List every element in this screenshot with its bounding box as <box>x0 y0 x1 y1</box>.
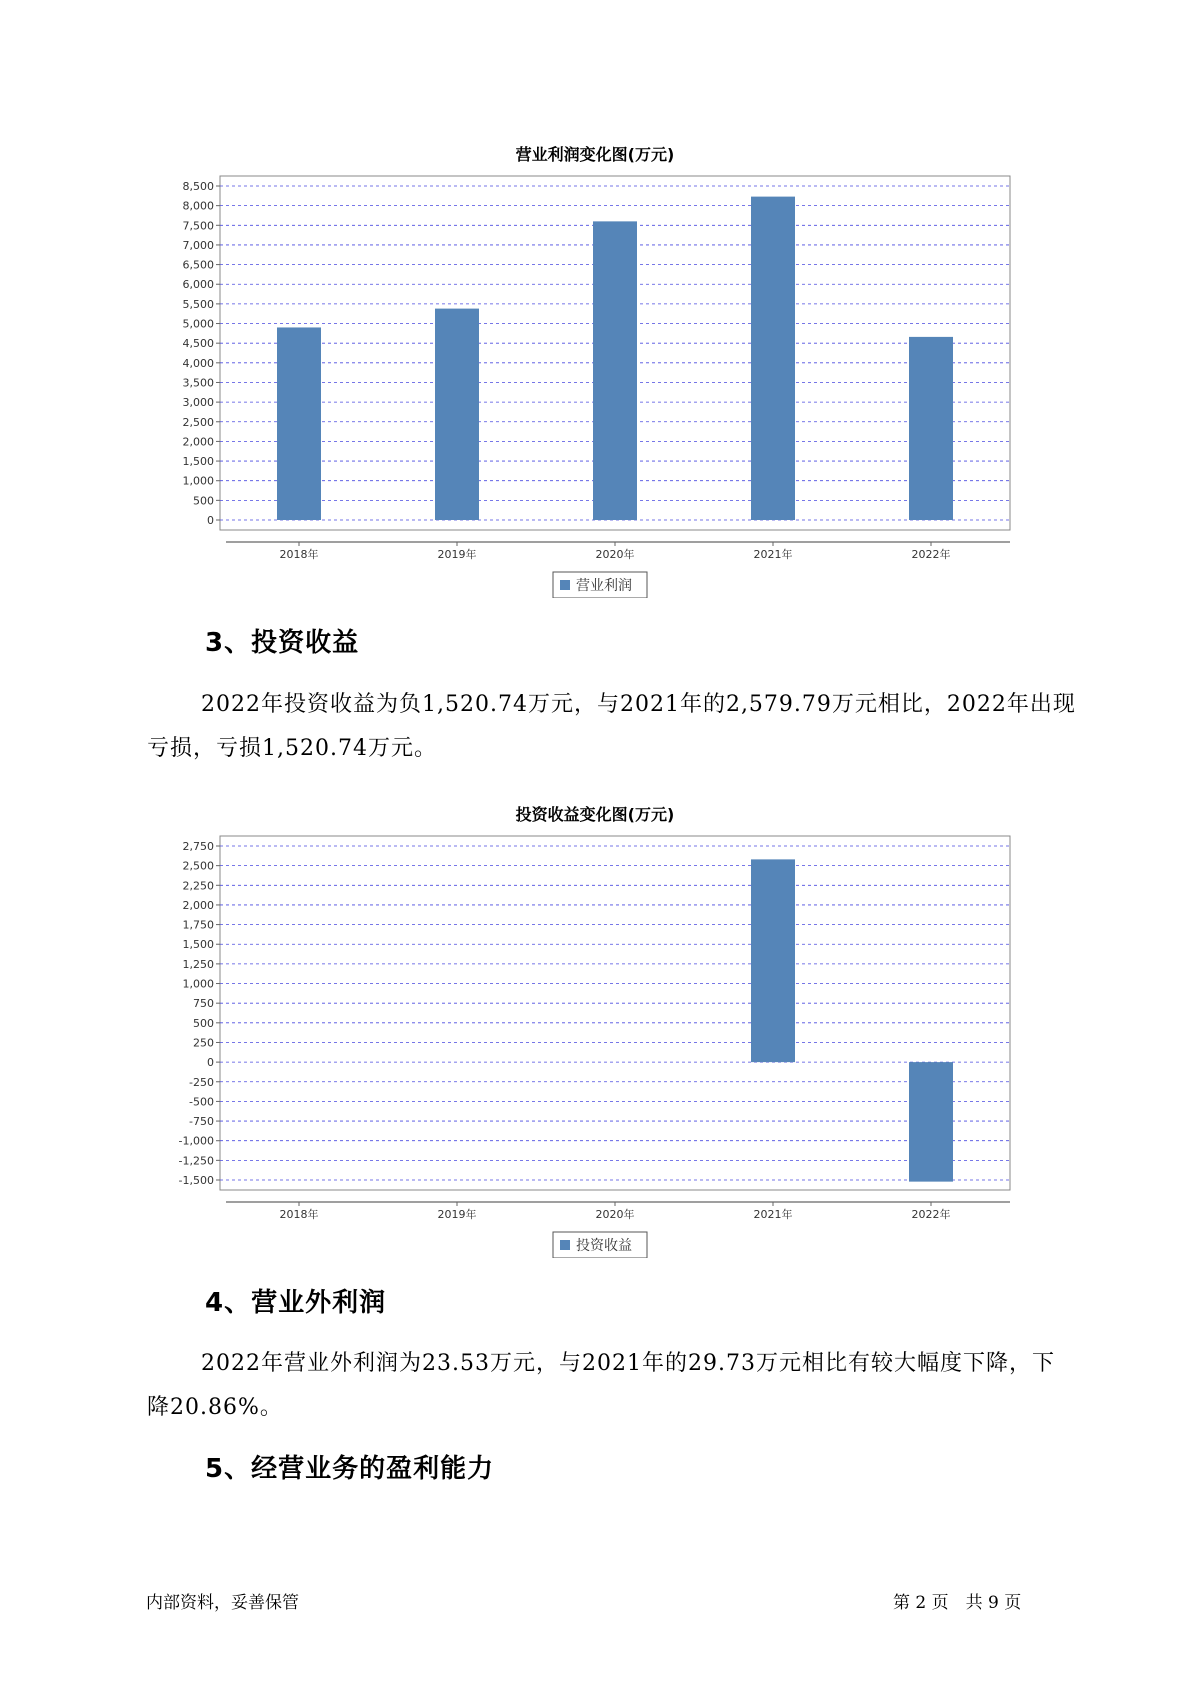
op-profit-y-tick-label: 8,000 <box>182 199 214 213</box>
op-profit-y-tick-label: 0 <box>207 514 214 527</box>
op-profit-bar-2019年 <box>435 309 479 520</box>
op-profit-bar-2021年 <box>751 197 795 520</box>
inv-income-x-tick-label: 2020年 <box>595 1208 635 1221</box>
section-heading-investment: 3、投资收益 <box>205 628 360 658</box>
op-profit-y-tick-label: 3,500 <box>182 376 214 390</box>
footer-confidential-note: 内部资料，妥善保管 <box>146 1593 299 1613</box>
op-profit-bar-2022年 <box>909 337 953 520</box>
op-profit-y-tick-label: 7,500 <box>182 219 214 233</box>
op-profit-bar-2018年 <box>277 327 321 520</box>
op-profit-y-tick-label: 8,500 <box>182 180 214 193</box>
op-profit-x-tick-label: 2020年 <box>595 548 635 561</box>
inv-income-y-tick-label: -1,000 <box>178 1134 214 1148</box>
page-current: 2 <box>915 1593 927 1613</box>
op-profit-y-tick-label: 1,000 <box>182 474 214 488</box>
section-heading-profitability: 5、经营业务的盈利能力 <box>205 1454 495 1484</box>
operating-profit-chart <box>0 138 1191 598</box>
inv-income-x-tick-label: 2018年 <box>279 1208 319 1221</box>
inv-income-y-tick-label: 2,000 <box>182 898 214 912</box>
inv-income-y-tick-label: 1,500 <box>182 938 214 952</box>
inv-income-x-tick-label: 2021年 <box>753 1208 793 1221</box>
operating-profit-chart-svg <box>0 138 1191 598</box>
op-profit-legend-swatch <box>560 580 570 590</box>
op-profit-x-tick-label: 2022年 <box>911 548 951 561</box>
op-profit-y-tick-label: 7,000 <box>182 238 214 252</box>
op-profit-y-tick-label: 1,500 <box>182 455 214 469</box>
op-profit-y-tick-label: 4,000 <box>182 356 214 370</box>
op-profit-legend <box>553 572 647 598</box>
inv-income-y-tick-label: 1,250 <box>182 957 214 971</box>
inv-income-y-tick-label: 0 <box>207 1056 214 1070</box>
op-profit-y-tick-label: 5,500 <box>182 297 214 311</box>
inv-income-legend-swatch <box>560 1240 570 1250</box>
inv-income-y-tick-label: -500 <box>189 1095 214 1109</box>
inv-income-legend-label: 投资收益 <box>576 1238 632 1254</box>
inv-income-y-tick-label: 1,750 <box>182 918 214 932</box>
op-profit-y-tick-label: 5,000 <box>182 317 214 331</box>
inv-income-legend <box>553 1232 647 1258</box>
investment-income-chart-svg <box>0 798 1191 1258</box>
inv-income-y-tick-label: 500 <box>193 1016 214 1030</box>
op-profit-y-tick-label: 2,500 <box>182 415 214 429</box>
inv-income-y-tick-label: 2,500 <box>182 859 214 873</box>
op-profit-y-tick-label: 500 <box>193 494 214 508</box>
inv-income-y-tick-label: -1,250 <box>178 1154 214 1168</box>
inv-income-plot-frame <box>220 836 1010 1190</box>
op-profit-x-tick-label: 2018年 <box>279 548 319 561</box>
inv-income-x-tick-label: 2022年 <box>911 1208 951 1221</box>
op-profit-y-tick-label: 4,500 <box>182 337 214 351</box>
footer-page-number <box>893 1588 1021 1613</box>
investment-income-chart <box>0 798 1191 1258</box>
page-mid: 页 共 <box>931 1593 983 1613</box>
op-profit-y-tick-label: 3,000 <box>182 396 214 410</box>
inv-income-title: 投资收益变化图(万元) <box>515 805 675 824</box>
page-suffix: 页 <box>1004 1593 1022 1613</box>
inv-income-y-tick-label: 250 <box>193 1036 214 1050</box>
non-operating-paragraph: 2022年营业外利润为23.53万元，与2021年的29.73万元相比有较大幅度下降，下降20.86%。 <box>147 1351 1055 1420</box>
investment-paragraph: 2022年投资收益为负1,520.74万元，与2021年的2,579.79万元相比，2022年出现亏损，亏损1,520.74万元。 <box>147 692 1076 761</box>
inv-income-y-tick-label: -250 <box>189 1075 214 1089</box>
op-profit-legend-label: 营业利润 <box>576 578 632 594</box>
inv-income-y-tick-label: 2,750 <box>182 840 214 853</box>
op-profit-x-tick-label: 2019年 <box>437 548 477 561</box>
inv-income-bar-2021年 <box>751 859 795 1062</box>
page-total: 9 <box>988 1593 999 1613</box>
op-profit-title: 营业利润变化图(万元) <box>515 145 675 164</box>
section-heading-non-operating: 4、营业外利润 <box>205 1288 387 1318</box>
op-profit-y-tick-label: 2,000 <box>182 435 214 449</box>
op-profit-y-tick-label: 6,000 <box>182 278 214 292</box>
op-profit-y-tick-label: 6,500 <box>182 258 214 272</box>
inv-income-bar-2022年 <box>909 1062 953 1182</box>
op-profit-x-tick-label: 2021年 <box>753 548 793 561</box>
inv-income-y-tick-label: 2,250 <box>182 879 214 893</box>
inv-income-y-tick-label: 1,000 <box>182 977 214 991</box>
inv-income-x-tick-label: 2019年 <box>437 1208 477 1221</box>
page-prefix: 第 <box>893 1593 910 1613</box>
inv-income-y-tick-label: 750 <box>193 997 214 1011</box>
op-profit-bar-2020年 <box>593 221 637 520</box>
inv-income-y-tick-label: -1,500 <box>178 1174 214 1187</box>
inv-income-y-tick-label: -750 <box>189 1115 214 1129</box>
